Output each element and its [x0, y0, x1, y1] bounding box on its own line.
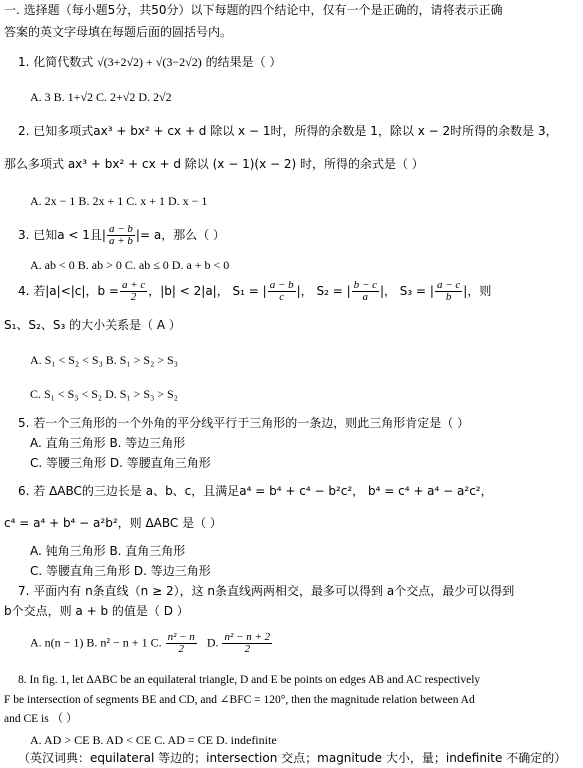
- q4-s1-fraction: $\frac{a - b}{c}$: [269, 279, 294, 303]
- q5-options-row2: C. 等腰三角形 D. 等腰直角三角形: [30, 456, 211, 470]
- q7-d-fraction: $\frac{\text{n² − n + 2}}{2}$: [224, 631, 271, 655]
- q2-line1: 2. 已知多项式ax³ + bx² + cx + d 除以 x − 1时，所得的余数是 1，除以 x − 2时所得的余数是 3，: [18, 124, 558, 138]
- q5-options-row1: A. 直角三角形 B. 等边三角形: [30, 436, 186, 450]
- q1-stem: 1. 化简代数式 √(3+2√2) + √(3−2√2) 的结果是（ ）: [18, 55, 282, 69]
- q3-stem: 3. 已知a < 1且| $\frac{a - b}{a + b}$ |= a，那么（ ）: [18, 223, 226, 247]
- q8-line3: and CE is （ ）: [4, 713, 78, 725]
- q7-line1: 7. 平面内有 n条直线（n ≥ 2），这 n条直线两两相交，最多可以得到 a个交点，最少可以得到: [18, 584, 515, 598]
- q1-options: A. 3 B. 1+√2 C. 2+√2 D. 2√2: [30, 90, 172, 104]
- q4-line2: S₁、S₂、S₃ 的大小关系是（ A ）: [4, 318, 181, 332]
- q8-options: A. AD > CE B. AD < CE C. AD = CE D. indefinite: [30, 733, 277, 747]
- section-header-line2: 答案的英文字母填在每题后面的圆括号内。: [4, 25, 233, 39]
- q4-stem: 4. 若|a|<|c|，b = $\frac{a + c}{2}$ ，|b| < 2|a|， S₁ = | $\frac{a - b}{c}$ |， S₂ = | $\frac{b - c}{a}$ |， S₃ = | $\frac{a - c}{b}$ |，则: [18, 279, 492, 303]
- q7-line2: b个交点，则 a + b 的值是（ D ）: [4, 604, 189, 618]
- section-header-line1: 一. 选择题（每小题5分，共50分）以下每题的四个结论中，仅有一个是正确的，请将表示正确: [4, 3, 503, 17]
- q7-options: A. n(n − 1) B. n² − n + 1 C. $\frac{\text{n² − n}}{2}$ D. $\frac{\text{n² − n + 2}}{2}$: [30, 631, 271, 655]
- q4-s2-fraction: $\frac{b - c}{a}$: [353, 279, 377, 303]
- q8-line1: 8. In fig. 1, let ΔABC be an equilateral triangle, D and E be points on edges AB and AC respectively: [18, 674, 481, 686]
- q6-line2: c⁴ = a⁴ + b⁴ − a²b²，则 ΔABC 是（ ）: [4, 516, 222, 530]
- q3-options: A. ab < 0 B. ab > 0 C. ab ≤ 0 D. a + b < 0: [30, 258, 230, 272]
- q4-b-fraction: $\frac{a + c}{2}$: [121, 279, 146, 303]
- q2-line2: 那么多项式 ax³ + bx² + cx + d 除以 (x − 1)(x − 2) 时，所得的余式是（ ）: [4, 157, 424, 171]
- q5-stem: 5. 若一个三角形的一个外角的平分线平行于三角形的一条边，则此三角形肯定是（ ）: [18, 416, 470, 430]
- q2-options: A. 2x − 1 B. 2x + 1 C. x + 1 D. x − 1: [30, 194, 208, 208]
- q1-expression: √(3+2√2) + √(3−2√2): [97, 55, 202, 69]
- q3-fraction: $\frac{a - b}{a + b}$: [108, 223, 133, 247]
- q4-options-row2: C. S₁ < S₃ < S₂ D. S₁ > S₃ > S₂: [30, 387, 178, 401]
- q7-c-fraction: $\frac{\text{n² − n}}{2}$: [167, 631, 195, 655]
- q4-options-row1: A. S₁ < S₂ < S₃ B. S₁ > S₂ > S₃: [30, 353, 178, 367]
- q6-line1: 6. 若 ΔABC的三边长是 a、b、c，且满足a⁴ = b⁴ + c⁴ − b²c²， b⁴ = c⁴ + a⁴ − a²c²，: [18, 484, 493, 498]
- q6-options-row1: A. 钝角三角形 B. 直角三角形: [30, 544, 186, 558]
- q8-line2: F be intersection of segments BE and CD, and ∠BFC = 120°, then the magnitude relation between Ad: [4, 694, 475, 706]
- q4-s3-fraction: $\frac{a - c}{b}$: [436, 279, 461, 303]
- q6-options-row2: C. 等腰直角三角形 D. 等边三角形: [30, 564, 211, 578]
- q8-glossary: （英汉词典：equilateral 等边的；intersection 交点；magnitude 大小，量；indefinite 不确定的）: [18, 751, 567, 765]
